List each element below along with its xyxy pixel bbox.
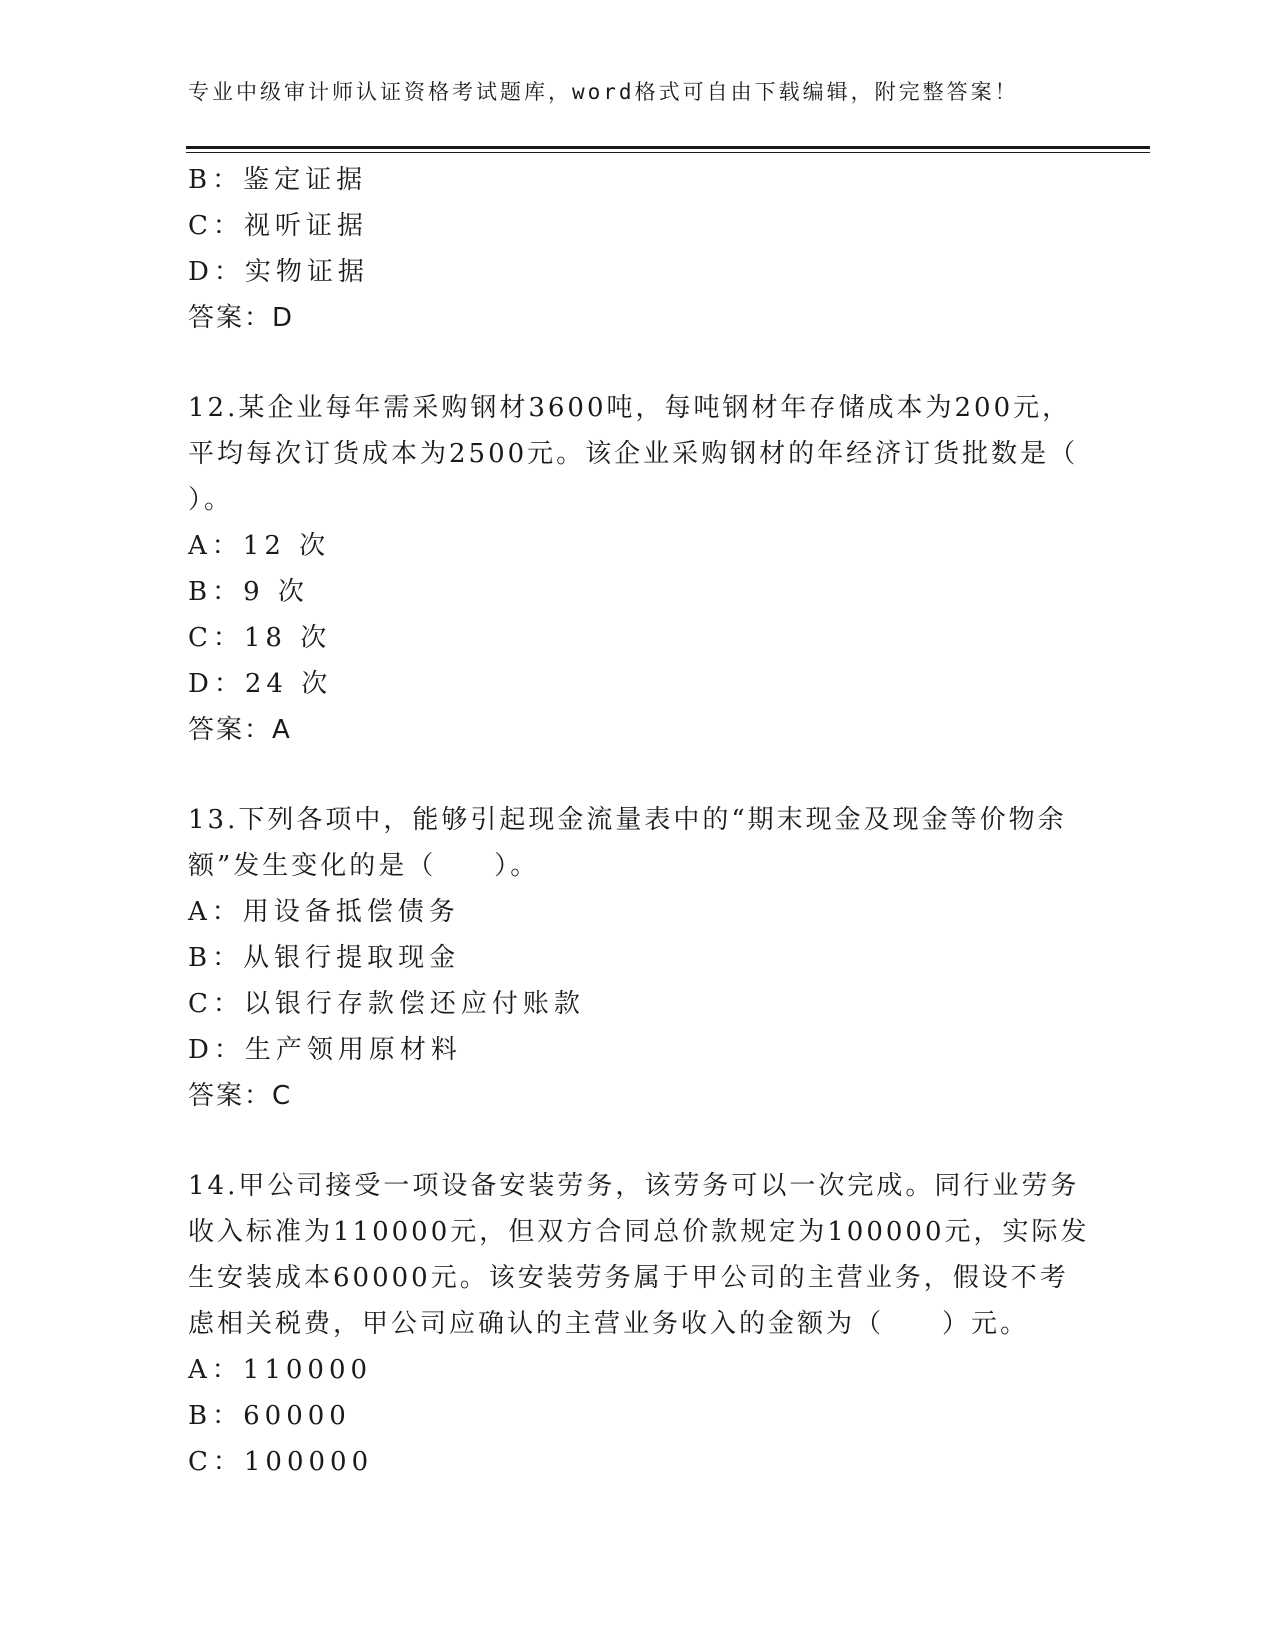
q12-answer: 答案：A bbox=[188, 715, 292, 745]
q13-stem-line: 13.下列各项中，能够引起现金流量表中的“期末现金及现金等价物余 bbox=[188, 805, 1067, 835]
q14-stem-line: 14.甲公司接受一项设备安装劳务，该劳务可以一次完成。同行业劳务 bbox=[188, 1171, 1080, 1201]
q14-option-a: A：110000 bbox=[188, 1355, 373, 1385]
q14-stem-line: 收入标准为110000元，但双方合同总价款规定为100000元，实际发 bbox=[188, 1217, 1090, 1247]
q13-option-d: D：生产领用原材料 bbox=[188, 1035, 462, 1065]
question-11 bbox=[188, 157, 1088, 341]
question-content bbox=[188, 157, 1088, 1485]
q13-stem-line: 额”发生变化的是（ ）。 bbox=[188, 851, 540, 881]
header-divider-thin bbox=[186, 152, 1150, 153]
q12-stem-line: 平均每次订货成本为2500元。该企业采购钢材的年经济订货批数是（ bbox=[188, 439, 1079, 469]
q13-answer: 答案：C bbox=[188, 1081, 293, 1111]
q13-option-a: A：用设备抵偿债务 bbox=[188, 897, 460, 927]
q14-option-c: C：100000 bbox=[188, 1447, 374, 1477]
q12-option-d: D：24 次 bbox=[188, 669, 333, 699]
q11-answer: 答案：D bbox=[188, 303, 295, 333]
question-13 bbox=[188, 797, 1088, 1119]
q12-option-c: C：18 次 bbox=[188, 623, 332, 653]
q11-option-d: D：实物证据 bbox=[188, 257, 369, 287]
page-header: 专业中级审计师认证资格考试题库，word格式可自由下载编辑，附完整答案！ bbox=[188, 80, 1019, 104]
q12-stem-line: ）。 bbox=[188, 485, 234, 515]
header-divider-thick bbox=[186, 146, 1150, 149]
q11-option-c: C：视听证据 bbox=[188, 211, 368, 241]
q12-stem-line: 12.某企业每年需采购钢材3600吨，每吨钢材年存储成本为200元， bbox=[188, 393, 1072, 423]
question-14 bbox=[188, 1163, 1088, 1485]
q14-stem-line: 生安装成本60000元。该安装劳务属于甲公司的主营业务，假设不考 bbox=[188, 1263, 1069, 1293]
q12-option-b: B：9 次 bbox=[188, 577, 309, 607]
q14-stem-line: 虑相关税费，甲公司应确认的主营业务收入的金额为（ ）元。 bbox=[188, 1309, 1030, 1339]
q13-option-c: C：以银行存款偿还应付账款 bbox=[188, 989, 585, 1019]
q14-option-b: B：60000 bbox=[188, 1401, 351, 1431]
question-12 bbox=[188, 385, 1088, 753]
q13-option-b: B：从银行提取现金 bbox=[188, 943, 461, 973]
q11-option-b: B：鉴定证据 bbox=[188, 165, 368, 195]
q12-option-a: A：12 次 bbox=[188, 531, 331, 561]
